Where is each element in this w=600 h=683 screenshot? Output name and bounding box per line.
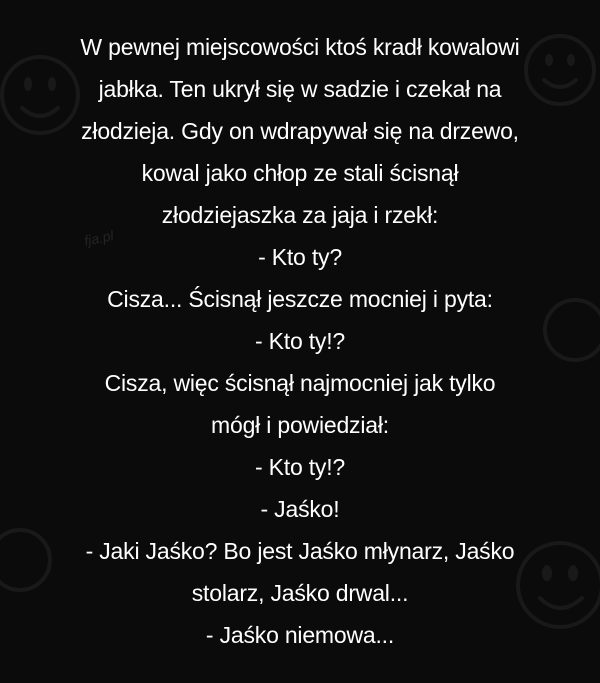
story-text xyxy=(0,26,600,656)
story-line: - Jaśko! xyxy=(260,496,340,522)
story-line: - Jaki Jaśko? Bo jest Jaśko młynarz, Jaśko xyxy=(85,538,515,564)
story-line: złodziejaszka za jaja i rzekł: xyxy=(161,202,439,228)
story-line: - Kto ty? xyxy=(258,244,342,270)
story-line: mógł i powiedział: xyxy=(211,412,389,438)
story-line: - Kto ty!? xyxy=(254,328,346,354)
story-line: Cisza, więc ścisnął najmocniej jak tylko xyxy=(104,370,496,396)
story-line: - Kto ty!? xyxy=(254,454,346,480)
story-line: stolarz, Jaśko drwal... xyxy=(191,580,409,606)
story-line: kowal jako chłop ze stali ścisnął xyxy=(141,160,459,186)
watermark: fja.pl xyxy=(82,227,115,249)
story-line: W pewnej miejscowości ktoś kradł kowalowi xyxy=(80,34,520,60)
story-line: - Jaśko niemowa... xyxy=(205,622,395,648)
story-line: jabłka. Ten ukrył się w sadzie i czekał na xyxy=(98,76,502,102)
story-line: Cisza... Ścisnął jeszcze mocniej i pyta: xyxy=(107,286,493,312)
story-line: złodzieja. Gdy on wdrapywał się na drzewo, xyxy=(81,118,519,144)
